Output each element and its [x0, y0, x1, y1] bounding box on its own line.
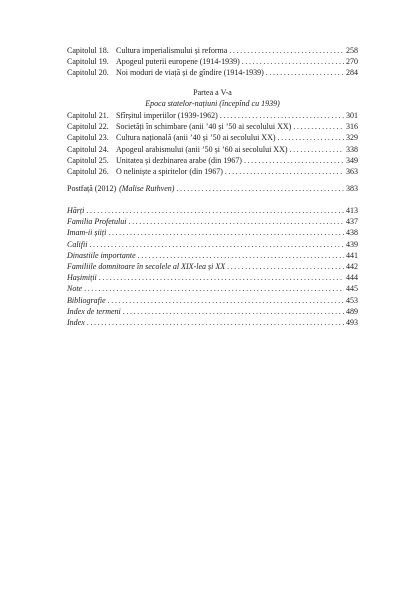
toc-entry [67, 132, 358, 143]
appendix-title: Familia Profetului [67, 217, 127, 227]
toc-part-iv-end [67, 45, 358, 79]
chapter-title: Sfîrșitul imperiilor (1939-1962) [116, 111, 218, 120]
dot-leader [128, 216, 344, 227]
page-number: 438 [346, 228, 358, 238]
appendix-title: Familiile domnitoare în secolele al XIX-lea și XX [67, 261, 226, 271]
toc-entry [67, 272, 358, 283]
toc-entry [67, 283, 358, 294]
part-label: Partea a V-a [193, 88, 232, 97]
chapter-number: Capitolul 20. [67, 68, 109, 78]
dot-leader [220, 110, 344, 121]
chapter-title: Societăți în schimbare (anii ’40 și ’50 ai secolului XX) [116, 122, 292, 132]
page-number: 329 [346, 133, 358, 143]
dot-leader [84, 283, 344, 294]
toc-entry [67, 183, 358, 194]
page-number: 316 [346, 122, 358, 132]
appendix-title: Hașimiții [67, 273, 97, 283]
chapter-number: Capitolul 21. [67, 111, 109, 120]
toc-entry [67, 295, 358, 306]
toc-entry [67, 239, 358, 250]
dot-leader [89, 239, 344, 250]
dot-leader [87, 317, 344, 328]
dot-leader [242, 56, 344, 67]
dot-leader [225, 166, 344, 177]
dot-leader [244, 155, 344, 166]
page-number: 439 [346, 239, 358, 249]
page-number: 284 [346, 68, 358, 78]
chapter-number: Capitolul 24. [67, 144, 109, 154]
dot-leader [138, 250, 344, 261]
chapter-title: O neliniște a spiritelor (din 1967) [116, 166, 223, 176]
dot-leader [176, 183, 344, 194]
chapter-number: Capitolul 26. [67, 166, 109, 176]
toc-entry [67, 306, 358, 317]
toc-entry [67, 155, 358, 166]
dot-leader [227, 261, 344, 272]
appendix-title: Dinastiile importante [67, 250, 136, 260]
appendix-title: Index [67, 317, 85, 327]
toc-appendices [67, 205, 358, 328]
toc-entry [67, 250, 358, 261]
chapter-number: Capitolul 23. [67, 133, 109, 143]
appendix-title: Hărți [67, 206, 85, 215]
page-number: 441 [346, 250, 358, 260]
appendix-title: Note [67, 284, 83, 294]
dot-leader [293, 121, 344, 132]
toc-entry [67, 45, 358, 56]
chapter-number: Capitolul 18. [67, 46, 109, 55]
dot-leader [266, 67, 344, 78]
toc-entry [67, 56, 358, 67]
toc-entry [67, 216, 358, 227]
toc-entry [67, 144, 358, 155]
appendix-title: Index de termeni [67, 306, 121, 316]
chapter-title: Apogeul puterii europene (1914-1939) [116, 57, 240, 67]
dot-leader [108, 295, 344, 306]
postfata-author: (Malise Ruthven) [119, 184, 175, 193]
dot-leader [229, 45, 344, 56]
page-number: 301 [346, 111, 358, 120]
toc-entry [67, 166, 358, 177]
toc-postfata [67, 183, 358, 194]
chapter-title: Cultura națională (anii ’40 și ’50 ai secolului XX) [116, 133, 276, 143]
dot-leader [108, 227, 344, 238]
chapter-title: Unitatea și dezbinarea arabe (din 1967) [116, 155, 242, 165]
page-number: 444 [346, 273, 358, 283]
chapter-title: Noi moduri de viață și de gîndire (1914-1939) [116, 68, 264, 78]
toc-part-v [67, 110, 358, 177]
chapter-number: Capitolul 19. [67, 57, 109, 67]
page-number: 493 [346, 317, 358, 327]
page-number: 349 [346, 155, 358, 165]
toc-entry [67, 261, 358, 272]
page-number: 258 [346, 46, 358, 55]
appendix-title: Califii [67, 239, 88, 249]
dot-leader [290, 144, 344, 155]
dot-leader [278, 132, 344, 143]
part-heading [67, 87, 358, 109]
page-number: 338 [346, 144, 358, 154]
page-number: 453 [346, 295, 358, 305]
postfata-title: Postfață (2012) [67, 184, 117, 193]
part-subtitle: Epoca statelor-națiuni (începînd cu 1939) [145, 99, 280, 109]
chapter-title: Cultura imperialismului și reforma [116, 46, 228, 55]
chapter-number: Capitolul 22. [67, 122, 109, 132]
appendix-title: Imam-ii șiiți [67, 228, 107, 238]
page-number: 442 [346, 261, 358, 271]
page-number: 363 [346, 166, 358, 176]
toc-entry [67, 110, 358, 121]
page-number: 383 [346, 184, 358, 193]
toc-entry [67, 227, 358, 238]
page-number: 489 [346, 306, 358, 316]
chapter-number: Capitolul 25. [67, 155, 109, 165]
toc-entry [67, 205, 358, 216]
dot-leader [86, 205, 344, 216]
dot-leader [123, 306, 344, 317]
page-number: 270 [346, 57, 358, 67]
page-number: 445 [346, 284, 358, 294]
appendix-title: Bibliografie [67, 295, 106, 305]
page-number: 413 [346, 206, 358, 215]
toc-entry [67, 67, 358, 78]
toc-entry [67, 317, 358, 328]
page-number: 437 [346, 217, 358, 227]
chapter-title: Apogeul arabismului (anii ’50 și ’60 ai secolului XX) [116, 144, 288, 154]
toc-entry [67, 121, 358, 132]
dot-leader [99, 272, 344, 283]
